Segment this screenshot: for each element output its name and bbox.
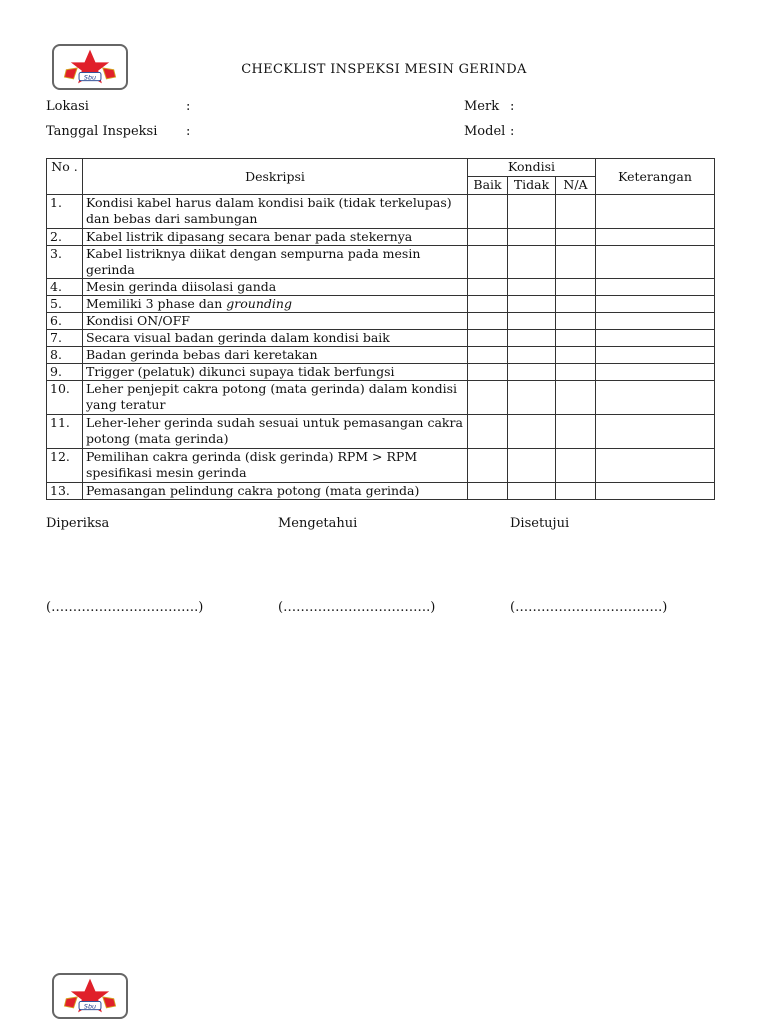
page-title: CHECKLIST INSPEKSI MESIN GERINDA xyxy=(241,62,527,77)
cell-keterangan[interactable] xyxy=(596,296,715,313)
table-row xyxy=(47,415,715,449)
cell-keterangan[interactable] xyxy=(596,364,715,381)
cell-tidak[interactable] xyxy=(508,195,556,229)
row-no: 9. xyxy=(47,364,83,381)
cell-baik[interactable] xyxy=(468,229,508,246)
signature-line-mengetahui[interactable]: (…………………………….) xyxy=(278,600,436,615)
field-sep-lokasi: : xyxy=(186,99,191,114)
cell-tidak[interactable] xyxy=(508,364,556,381)
field-sep-merk: : xyxy=(510,99,515,114)
row-desc: Leher-leher gerinda sudah sesuai untuk pemasangan cakra potong (mata gerinda) xyxy=(83,415,468,449)
cell-baik[interactable] xyxy=(468,195,508,229)
field-sep-tanggal: : xyxy=(186,124,191,139)
row-desc: Kabel listrik dipasang secara benar pada stekernya xyxy=(83,229,468,246)
cell-baik[interactable] xyxy=(468,415,508,449)
cell-keterangan[interactable] xyxy=(596,330,715,347)
col-header-no: No . xyxy=(47,159,83,195)
cell-na[interactable] xyxy=(556,381,596,415)
row-desc: Pemilihan cakra gerinda (disk gerinda) RPM > RPM spesifikasi mesin gerinda xyxy=(83,449,468,483)
cell-na[interactable] xyxy=(556,246,596,279)
field-label-tanggal: Tanggal Inspeksi xyxy=(46,124,158,139)
row-no: 10. xyxy=(47,381,83,415)
row-desc: Mesin gerinda diisolasi ganda xyxy=(83,279,468,296)
table-row xyxy=(47,279,715,296)
cell-na[interactable] xyxy=(556,330,596,347)
cell-baik[interactable] xyxy=(468,449,508,483)
row-no: 7. xyxy=(47,330,83,347)
table-row xyxy=(47,195,715,229)
company-logo-footer xyxy=(52,973,128,1019)
cell-tidak[interactable] xyxy=(508,381,556,415)
table-row xyxy=(47,347,715,364)
row-no: 3. xyxy=(47,246,83,279)
cell-tidak[interactable] xyxy=(508,296,556,313)
logo-text: Sbu xyxy=(83,73,97,82)
row-desc: Secara visual badan gerinda dalam kondisi baik xyxy=(83,330,468,347)
cell-tidak[interactable] xyxy=(508,449,556,483)
signature-role-disetujui: Disetujui xyxy=(510,516,570,531)
table-row xyxy=(47,313,715,330)
table-row xyxy=(47,381,715,415)
table-row xyxy=(47,229,715,246)
row-desc: Kondisi ON/OFF xyxy=(83,313,468,330)
row-no: 1. xyxy=(47,195,83,229)
cell-keterangan[interactable] xyxy=(596,415,715,449)
table-row xyxy=(47,449,715,483)
row-no: 13. xyxy=(47,483,83,500)
row-no: 5. xyxy=(47,296,83,313)
star-logo-icon xyxy=(54,975,126,1017)
logo-text: Sbu xyxy=(83,1002,97,1011)
signature-role-mengetahui: Mengetahui xyxy=(278,516,358,531)
table-row xyxy=(47,330,715,347)
cell-baik[interactable] xyxy=(468,246,508,279)
cell-baik[interactable] xyxy=(468,381,508,415)
col-header-baik: Baik xyxy=(468,177,508,195)
cell-na[interactable] xyxy=(556,347,596,364)
cell-na[interactable] xyxy=(556,364,596,381)
cell-baik[interactable] xyxy=(468,330,508,347)
col-header-kondisi: Kondisi xyxy=(468,159,596,177)
row-desc: Badan gerinda bebas dari keretakan xyxy=(83,347,468,364)
row-desc-plain: Memiliki 3 phase dan xyxy=(86,296,227,311)
field-label-model: Model xyxy=(464,124,506,139)
cell-keterangan[interactable] xyxy=(596,381,715,415)
cell-tidak[interactable] xyxy=(508,313,556,330)
cell-baik[interactable] xyxy=(468,347,508,364)
cell-keterangan[interactable] xyxy=(596,229,715,246)
cell-na[interactable] xyxy=(556,279,596,296)
row-desc xyxy=(83,296,468,313)
cell-keterangan[interactable] xyxy=(596,449,715,483)
cell-tidak[interactable] xyxy=(508,229,556,246)
cell-na[interactable] xyxy=(556,313,596,330)
field-label-lokasi: Lokasi xyxy=(46,99,89,114)
cell-tidak[interactable] xyxy=(508,415,556,449)
cell-na[interactable] xyxy=(556,483,596,500)
row-desc: Trigger (pelatuk) dikunci supaya tidak berfungsi xyxy=(83,364,468,381)
row-no: 8. xyxy=(47,347,83,364)
col-header-keterangan: Keterangan xyxy=(596,159,715,195)
row-desc-italic: grounding xyxy=(226,296,292,311)
cell-keterangan[interactable] xyxy=(596,279,715,296)
col-header-tidak: Tidak xyxy=(508,177,556,195)
cell-keterangan[interactable] xyxy=(596,246,715,279)
cell-tidak[interactable] xyxy=(508,279,556,296)
field-label-merk: Merk xyxy=(464,99,500,114)
signature-role-diperiksa: Diperiksa xyxy=(46,516,110,531)
cell-tidak[interactable] xyxy=(508,347,556,364)
cell-tidak[interactable] xyxy=(508,330,556,347)
col-header-na: N/A xyxy=(556,177,596,195)
cell-tidak[interactable] xyxy=(508,483,556,500)
row-desc: Kondisi kabel harus dalam kondisi baik (tidak terkelupas) dan bebas dari sambungan xyxy=(83,195,468,229)
field-sep-model: : xyxy=(510,124,515,139)
cell-keterangan[interactable] xyxy=(596,313,715,330)
cell-keterangan[interactable] xyxy=(596,195,715,229)
row-desc: Pemasangan pelindung cakra potong (mata gerinda) xyxy=(83,483,468,500)
table-row xyxy=(47,246,715,279)
row-no: 6. xyxy=(47,313,83,330)
cell-baik[interactable] xyxy=(468,483,508,500)
row-no: 12. xyxy=(47,449,83,483)
row-no: 2. xyxy=(47,229,83,246)
cell-na[interactable] xyxy=(556,195,596,229)
row-desc: Leher penjepit cakra potong (mata gerinda) dalam kondisi yang teratur xyxy=(83,381,468,415)
cell-na[interactable] xyxy=(556,229,596,246)
table-row xyxy=(47,296,715,313)
cell-keterangan[interactable] xyxy=(596,483,715,500)
cell-baik[interactable] xyxy=(468,313,508,330)
signature-line-disetujui[interactable]: (…………………………….) xyxy=(510,600,668,615)
cell-na[interactable] xyxy=(556,415,596,449)
row-no: 4. xyxy=(47,279,83,296)
checklist-table xyxy=(46,158,715,500)
row-desc: Kabel listriknya diikat dengan sempurna pada mesin gerinda xyxy=(83,246,468,279)
cell-baik[interactable] xyxy=(468,364,508,381)
cell-tidak[interactable] xyxy=(508,246,556,279)
col-header-deskripsi: Deskripsi xyxy=(83,159,468,195)
cell-keterangan[interactable] xyxy=(596,347,715,364)
table-row xyxy=(47,364,715,381)
cell-baik[interactable] xyxy=(468,279,508,296)
signature-line-diperiksa[interactable]: (…………………………….) xyxy=(46,600,204,615)
cell-na[interactable] xyxy=(556,449,596,483)
table-row xyxy=(47,483,715,500)
row-no: 11. xyxy=(47,415,83,449)
cell-na[interactable] xyxy=(556,296,596,313)
cell-baik[interactable] xyxy=(468,296,508,313)
